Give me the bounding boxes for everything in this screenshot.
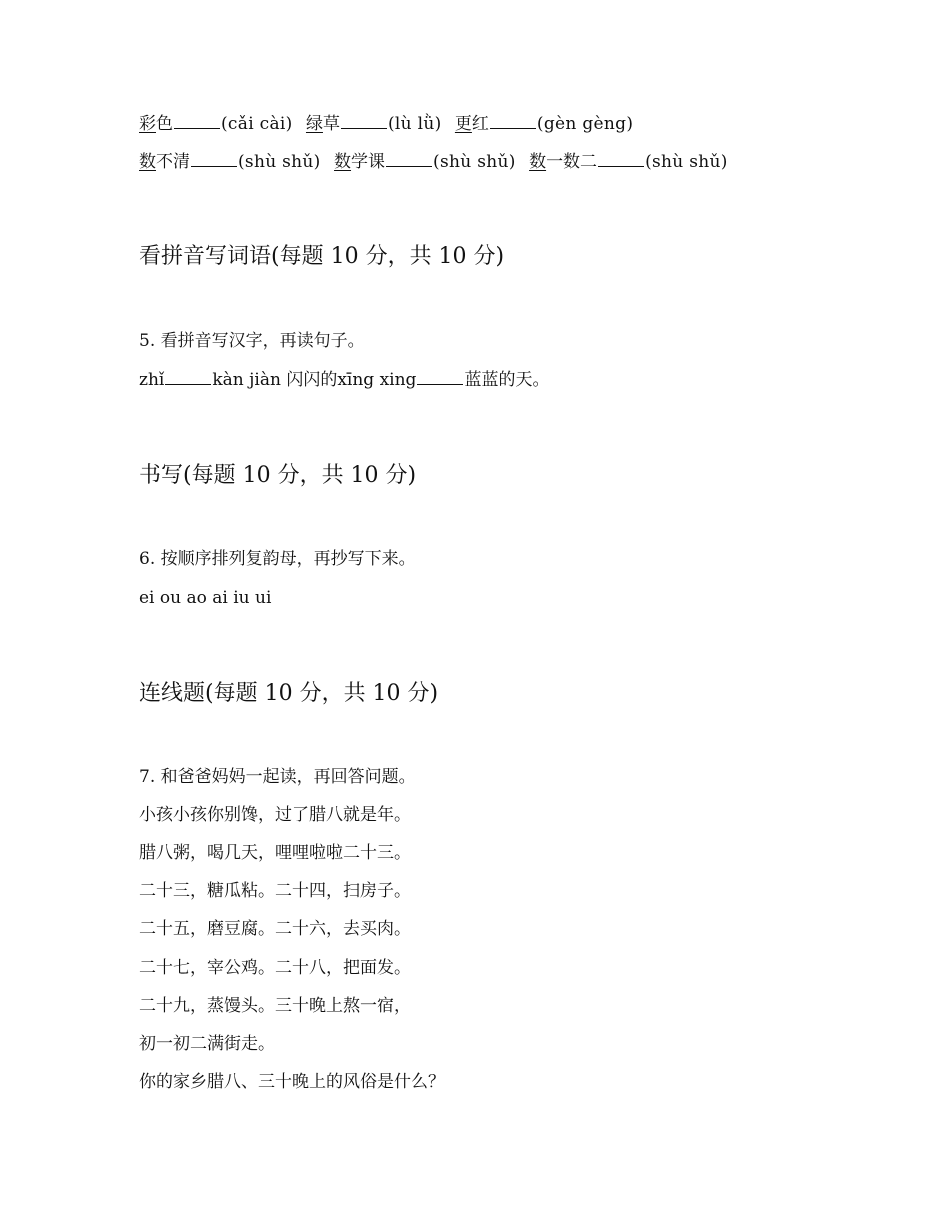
pinyin-options: (cǎi cài) [221,114,293,134]
question-5-sentence [139,367,549,392]
pinyin-segment: kàn jiàn 闪闪的xīng xing [212,370,417,390]
answer-blank[interactable] [417,367,463,385]
word-item: 数一数二 [529,152,598,172]
pinyin-options: (gèn gèng) [536,114,634,134]
answer-blank[interactable] [386,149,432,167]
question-7-question: 你的家乡腊八、三十晚上的风俗是什么？ [139,1072,445,1092]
pinyin-options: (shù shǔ) [238,152,321,172]
answer-blank[interactable] [174,111,220,129]
rhyme-line: 小孩小孩你别馋，过了腊八就是年。 [139,805,411,825]
pinyin-options: (shù shǔ) [433,152,516,172]
rhyme-line: 初一初二满街走。 [139,1034,275,1054]
question-7-prompt: 7. 和爸爸妈妈一起读，再回答问题。 [139,767,416,787]
rhyme-line: 二十七，宰公鸡。二十八，把面发。 [139,958,411,978]
pinyin-options: (shù shǔ) [645,152,728,172]
question-6-prompt: 6. 按顺序排列复韵母，再抄写下来。 [139,549,416,569]
section-heading-matching: 连线题(每题 10 分，共 10 分) [139,681,439,706]
rhyme-line: 二十九，蒸馒头。三十晚上熬一宿， [139,996,411,1016]
word-item: 绿草 [305,114,340,134]
polyphone-row-2 [139,149,728,174]
word-item: 更红 [454,114,489,134]
question-5-prompt: 5. 看拼音写汉字，再读句子。 [139,331,365,351]
section-heading-writing: 书写(每题 10 分，共 10 分) [139,463,417,488]
section-heading-pinyin-words: 看拼音写词语(每题 10 分，共 10 分) [139,244,505,269]
word-item: 彩色 [139,114,173,134]
rhyme-line: 腊八粥，喝几天，哩哩啦啦二十三。 [139,843,411,863]
sentence-ending: 蓝蓝的天。 [464,370,550,390]
answer-blank[interactable] [598,149,644,167]
question-6-letters: ei ou ao ai iu ui [139,588,272,608]
answer-blank[interactable] [191,149,237,167]
word-item: 数学课 [334,152,386,172]
word-item: 数不清 [139,152,190,172]
rhyme-line: 二十三，糖瓜粘。二十四，扫房子。 [139,881,411,901]
answer-blank[interactable] [490,111,536,129]
rhyme-line: 二十五，磨豆腐。二十六，去买肉。 [139,919,411,939]
pinyin-options: (lù lǜ) [387,114,442,134]
polyphone-row-1 [139,111,633,136]
answer-blank[interactable] [165,367,211,385]
pinyin-segment: zhǐ [139,370,165,390]
answer-blank[interactable] [341,111,387,129]
